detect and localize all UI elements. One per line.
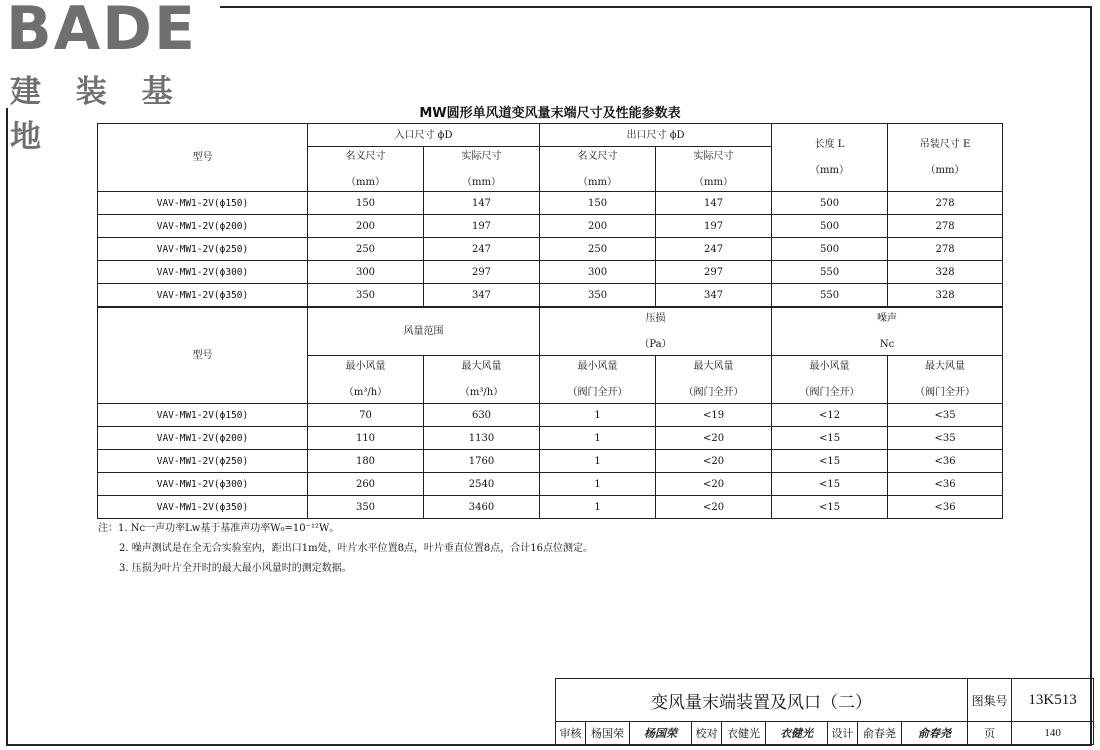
note-1: 注：1. Nc一声功率Lw基于基准声功率W₀=10⁻¹²W。 xyxy=(98,523,340,534)
t2-cell: <20 xyxy=(656,473,772,496)
table-row xyxy=(98,261,1003,284)
t2-pressure-min-label: 最小风量 xyxy=(577,361,618,372)
t1-length-label: 长度 L xyxy=(814,139,845,150)
t1-header-row-1 xyxy=(98,124,1003,147)
t1-in-actual-label: 实际尺寸 xyxy=(461,150,502,162)
t2-noise-unit: Nc xyxy=(879,339,895,350)
t2-noise-label: 噪声 xyxy=(877,313,898,324)
t2-cell: <20 xyxy=(656,427,772,450)
t1-cell: 147 xyxy=(424,192,540,215)
t2-group-flow: 风量范围 xyxy=(308,307,540,356)
t1-cell: 278 xyxy=(888,238,1003,261)
t1-cell: 328 xyxy=(888,284,1003,308)
t2-noise-min-note: （阀门全开） xyxy=(799,387,860,398)
t2-pressure-min-note: （阀门全开） xyxy=(567,387,628,398)
t2-col-model: 型号 xyxy=(98,307,308,404)
t1-cell-model: VAV-MW1-2V(ϕ200) xyxy=(98,215,308,238)
t1-cell: 200 xyxy=(540,215,656,238)
t2-cell: 630 xyxy=(424,404,540,427)
t1-cell-model: VAV-MW1-2V(ϕ150) xyxy=(98,192,308,215)
t1-cell: 300 xyxy=(308,261,424,284)
t1-cell: 350 xyxy=(308,284,424,308)
t1-group-outlet: 出口尺寸 ϕD xyxy=(540,124,772,147)
t2-noise-max xyxy=(888,356,1003,404)
t2-pressure-min xyxy=(540,356,656,404)
t2-cell: 1 xyxy=(540,427,656,450)
table-row xyxy=(98,404,1003,427)
t1-cell: 200 xyxy=(308,215,424,238)
t2-cell: <19 xyxy=(656,404,772,427)
reviewer-signature: 杨国荣 xyxy=(630,722,692,745)
t1-cell: 150 xyxy=(540,192,656,215)
t1-out-actual-label: 实际尺寸 xyxy=(693,150,734,162)
t1-out-nominal xyxy=(540,147,656,192)
t1-cell: 278 xyxy=(888,192,1003,215)
t1-col-model: 型号 xyxy=(98,124,308,192)
t2-flow-max-unit: （m³/h） xyxy=(459,387,504,398)
t2-header-row-1 xyxy=(98,307,1003,356)
t2-cell: 1 xyxy=(540,496,656,519)
t2-cell-model: VAV-MW1-2V(ϕ350) xyxy=(98,496,308,519)
table-row xyxy=(98,450,1003,473)
t2-cell: <15 xyxy=(772,473,888,496)
t2-cell: <15 xyxy=(772,450,888,473)
table-row xyxy=(98,427,1003,450)
t1-cell-model: VAV-MW1-2V(ϕ300) xyxy=(98,261,308,284)
table-title: MW圆形单风道变风量末端尺寸及性能参数表 xyxy=(419,106,681,121)
t2-noise-max-label: 最大风量 xyxy=(925,361,966,372)
design-label: 设计 xyxy=(828,722,858,745)
t2-cell: <12 xyxy=(772,404,888,427)
t1-in-actual xyxy=(424,147,540,192)
t2-flow-max-label: 最大风量 xyxy=(461,361,502,372)
t1-out-nominal-label: 名义尺寸 xyxy=(577,150,618,162)
t1-cell: 297 xyxy=(424,261,540,284)
t1-cell: 500 xyxy=(772,192,888,215)
t1-hanger-unit: （mm） xyxy=(925,165,965,176)
check-label: 校对 xyxy=(692,722,722,745)
t2-noise-max-note: （阀门全开） xyxy=(915,387,976,398)
t2-cell: <15 xyxy=(772,496,888,519)
t1-cell: 550 xyxy=(772,284,888,308)
t2-flow-min xyxy=(308,356,424,404)
t2-flow-min-label: 最小风量 xyxy=(345,361,386,372)
table-row xyxy=(98,238,1003,261)
t1-cell: 250 xyxy=(308,238,424,261)
t1-in-nominal-unit: （mm） xyxy=(346,176,385,188)
reviewer-name: 杨国荣 xyxy=(586,722,630,745)
t1-cell: 278 xyxy=(888,215,1003,238)
t1-cell-model: VAV-MW1-2V(ϕ350) xyxy=(98,284,308,308)
logo-brand-text: BADE xyxy=(6,0,197,64)
t1-cell: 150 xyxy=(308,192,424,215)
table-row xyxy=(98,473,1003,496)
t2-pressure-max xyxy=(656,356,772,404)
t2-cell: 180 xyxy=(308,450,424,473)
t2-cell: 1130 xyxy=(424,427,540,450)
t1-in-actual-unit: （mm） xyxy=(462,176,501,188)
note-3: 3. 压损为叶片全开时的最大最小风量时的测定数据。 xyxy=(119,563,352,574)
page-label: 页 xyxy=(968,722,1012,745)
table-row xyxy=(98,284,1003,308)
t2-flow-max xyxy=(424,356,540,404)
t2-cell: 1 xyxy=(540,473,656,496)
t2-cell: 350 xyxy=(308,496,424,519)
drawing-title: 变风量末端装置及风口（二） xyxy=(556,679,968,722)
t2-cell: <35 xyxy=(888,427,1003,450)
t2-cell: 260 xyxy=(308,473,424,496)
t1-cell: 500 xyxy=(772,215,888,238)
table-row xyxy=(98,215,1003,238)
t2-cell: 70 xyxy=(308,404,424,427)
t1-cell: 197 xyxy=(656,215,772,238)
t1-cell-model: VAV-MW1-2V(ϕ250) xyxy=(98,238,308,261)
t1-cell: 328 xyxy=(888,261,1003,284)
designer-signature: 俞春尧 xyxy=(902,722,968,745)
atlas-label: 图集号 xyxy=(968,679,1012,722)
t2-group-pressure xyxy=(540,307,772,356)
t1-cell: 147 xyxy=(656,192,772,215)
t2-cell: <36 xyxy=(888,450,1003,473)
t1-in-nominal-label: 名义尺寸 xyxy=(345,150,386,162)
title-block xyxy=(555,678,1094,745)
logo-subtitle: 建 装 基 地 xyxy=(10,74,185,155)
t2-noise-min xyxy=(772,356,888,404)
t2-pressure-max-note: （阀门全开） xyxy=(683,387,744,398)
t2-cell: <15 xyxy=(772,427,888,450)
t2-cell: 1 xyxy=(540,450,656,473)
t2-cell: <36 xyxy=(888,496,1003,519)
t1-hanger-label: 吊装尺寸 E xyxy=(919,139,971,150)
t2-pressure-label: 压损 xyxy=(645,313,666,324)
t1-out-actual xyxy=(656,147,772,192)
t1-cell: 247 xyxy=(424,238,540,261)
t1-cell: 250 xyxy=(540,238,656,261)
atlas-number: 13K513 xyxy=(1012,679,1094,722)
note-2: 2. 噪声测试是在全无合实验室内，距出口1m处，叶片水平位置8点，叶片垂直位置8点，合计16点位测定。 xyxy=(119,543,594,554)
t1-cell: 197 xyxy=(424,215,540,238)
t1-cell: 347 xyxy=(424,284,540,308)
t2-pressure-unit: （Pa） xyxy=(639,339,672,350)
t2-cell: <20 xyxy=(656,496,772,519)
t2-flow-min-unit: （m³/h） xyxy=(343,387,388,398)
page-number: 140 xyxy=(1012,722,1094,745)
t2-cell-model: VAV-MW1-2V(ϕ200) xyxy=(98,427,308,450)
brand-logo xyxy=(0,0,220,155)
t1-cell: 247 xyxy=(656,238,772,261)
t2-pressure-max-label: 最大风量 xyxy=(693,361,734,372)
t1-out-actual-unit: （mm） xyxy=(694,176,733,188)
checker-signature: 衣健光 xyxy=(766,722,828,745)
t2-cell: <35 xyxy=(888,404,1003,427)
t1-cell: 350 xyxy=(540,284,656,308)
t2-cell: 1760 xyxy=(424,450,540,473)
t1-in-nominal xyxy=(308,147,424,192)
t2-cell: <20 xyxy=(656,450,772,473)
t1-length-unit: （mm） xyxy=(810,165,850,176)
t2-cell: 1 xyxy=(540,404,656,427)
t1-out-nominal-unit: （mm） xyxy=(578,176,617,188)
review-label: 审核 xyxy=(556,722,586,745)
t1-cell: 500 xyxy=(772,238,888,261)
t2-cell: 2540 xyxy=(424,473,540,496)
t2-cell: <36 xyxy=(888,473,1003,496)
t1-cell: 347 xyxy=(656,284,772,308)
t1-col-length xyxy=(772,124,888,192)
t1-cell: 550 xyxy=(772,261,888,284)
table-row xyxy=(98,192,1003,215)
checker-name: 衣健光 xyxy=(722,722,766,745)
designer-name: 俞春尧 xyxy=(858,722,902,745)
t1-col-hanger xyxy=(888,124,1003,192)
t2-cell: 110 xyxy=(308,427,424,450)
notes xyxy=(98,519,593,579)
t1-cell: 300 xyxy=(540,261,656,284)
spec-table xyxy=(97,123,1003,519)
t2-cell: 3460 xyxy=(424,496,540,519)
t2-cell-model: VAV-MW1-2V(ϕ300) xyxy=(98,473,308,496)
t1-cell: 297 xyxy=(656,261,772,284)
t2-group-noise xyxy=(772,307,1003,356)
t2-noise-min-label: 最小风量 xyxy=(809,361,850,372)
t2-cell-model: VAV-MW1-2V(ϕ250) xyxy=(98,450,308,473)
t2-cell-model: VAV-MW1-2V(ϕ150) xyxy=(98,404,308,427)
t1-group-inlet: 入口尺寸 ϕD xyxy=(308,124,540,147)
table-row xyxy=(98,496,1003,519)
